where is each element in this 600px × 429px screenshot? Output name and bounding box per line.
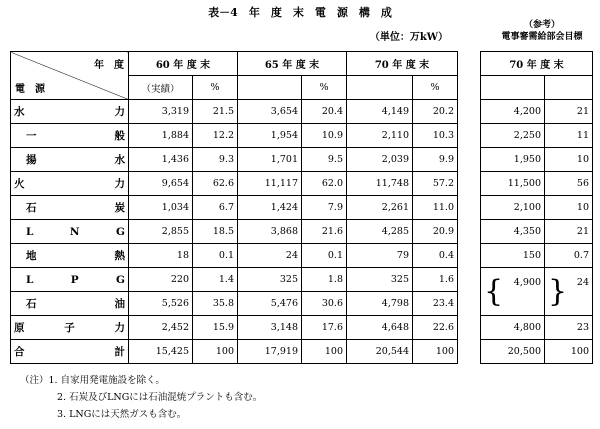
percent-cell: 20.4 (302, 100, 347, 124)
header-year-0: 60 年 度 末 (129, 52, 238, 76)
value-cell: 1,424 (238, 196, 302, 220)
row-label (11, 316, 129, 340)
row-label-char: 熱 (114, 250, 125, 262)
header-corner (11, 52, 129, 100)
value-cell: 3,148 (238, 316, 302, 340)
header-year-1: 65 年 度 末 (238, 52, 347, 76)
ref-value-cell: 4,800 (481, 316, 545, 340)
main-table (10, 51, 458, 364)
ref-header-blank (545, 76, 593, 100)
percent-cell: 21.5 (193, 100, 238, 124)
value-cell: 15,425 (129, 340, 193, 364)
value-cell: 4,149 (347, 100, 413, 124)
header-sub-percent-2: % (413, 76, 458, 100)
ref-value-cell: 4,200 (481, 100, 545, 124)
percent-cell: 9.3 (193, 148, 238, 172)
percent-cell: 20.2 (413, 100, 458, 124)
value-cell: 5,526 (129, 292, 193, 316)
header-sub-value-2 (347, 76, 413, 100)
reference-table (480, 51, 593, 364)
percent-cell: 1.8 (302, 268, 347, 292)
percent-cell: 100 (302, 340, 347, 364)
percent-cell: 0.4 (413, 244, 458, 268)
value-cell: 4,798 (347, 292, 413, 316)
percent-cell: 9.9 (413, 148, 458, 172)
row-label (11, 292, 129, 316)
ref-value-cell: 1,950 (481, 148, 545, 172)
corner-label-source: 電 源 (15, 84, 45, 95)
ref-percent-cell: 21 (545, 100, 593, 124)
ref-value-cell: 11,500 (481, 172, 545, 196)
percent-cell: 10.3 (413, 124, 458, 148)
ref-table-row (481, 196, 593, 220)
unit-label: （単位：万kW） (369, 32, 448, 43)
value-cell: 9,654 (129, 172, 193, 196)
header-sub-value-1 (238, 76, 302, 100)
ref-table-row (481, 124, 593, 148)
value-cell: 220 (129, 268, 193, 292)
ref-percent-cell: 10 (545, 148, 593, 172)
row-label (11, 340, 129, 364)
row-label (11, 220, 129, 244)
table-row (11, 268, 458, 292)
note-3: 3. LNGには天然ガスも含む。 (57, 409, 187, 420)
ref-table-row (481, 148, 593, 172)
percent-cell: 11.0 (413, 196, 458, 220)
value-cell: 11,117 (238, 172, 302, 196)
value-cell: 79 (347, 244, 413, 268)
value-cell: 18 (129, 244, 193, 268)
percent-cell: 6.7 (193, 196, 238, 220)
row-label-char: 計 (114, 346, 125, 358)
value-cell: 4,285 (347, 220, 413, 244)
ref-percent-cell: 10 (545, 196, 593, 220)
row-label-char: 水 (114, 154, 125, 166)
table-row (11, 148, 458, 172)
row-label (11, 244, 129, 268)
ref-table-row (481, 100, 593, 124)
row-label-char: 炭 (114, 202, 125, 214)
percent-cell: 1.4 (193, 268, 238, 292)
ref-percent-cell: 0.7 (545, 244, 593, 268)
value-cell: 1,954 (238, 124, 302, 148)
ref-table-row (481, 220, 593, 244)
percent-cell: 57.2 (413, 172, 458, 196)
percent-cell: 100 (413, 340, 458, 364)
table-title: 表－4 年 度 末 電 源 構 成 (208, 6, 392, 19)
left-brace-icon: } (484, 273, 504, 309)
row-label-char: P (70, 273, 79, 286)
header-sub-percent-0: % (193, 76, 238, 100)
value-cell: 325 (347, 268, 413, 292)
percent-cell: 100 (193, 340, 238, 364)
row-label-char: 力 (114, 178, 125, 190)
percent-cell: 18.5 (193, 220, 238, 244)
table-row (11, 172, 458, 196)
ref-value: 4,900 (513, 276, 541, 288)
table-row (11, 124, 458, 148)
row-label-char: 地 (26, 250, 37, 262)
value-cell: 3,868 (238, 220, 302, 244)
value-cell: 11,748 (347, 172, 413, 196)
percent-cell: 23.4 (413, 292, 458, 316)
table-row (11, 292, 458, 316)
row-label (11, 124, 129, 148)
row-label-char: 揚 (26, 154, 37, 166)
percent-cell: 22.6 (413, 316, 458, 340)
percent-cell: 21.6 (302, 220, 347, 244)
row-label-char: 油 (114, 298, 125, 310)
table-row (11, 196, 458, 220)
row-label-char: 原 (14, 322, 25, 334)
table-row (11, 220, 458, 244)
ref-table-row (481, 244, 593, 268)
row-label-char: 石 (26, 202, 37, 214)
row-label-char: 子 (64, 322, 75, 334)
value-cell: 2,039 (347, 148, 413, 172)
header-sub-percent-1: % (302, 76, 347, 100)
ref-percent-cell: 11 (545, 124, 593, 148)
value-cell: 4,648 (347, 316, 413, 340)
row-label-char: N (69, 225, 80, 238)
row-label-char: 石 (26, 298, 37, 310)
percent-cell: 62.6 (193, 172, 238, 196)
ref-percent-cell: 100 (545, 340, 593, 364)
note-2: 2. 石炭及びLNGには石油混焼プラントも含む。 (57, 392, 263, 403)
value-cell: 1,034 (129, 196, 193, 220)
percent-cell: 9.5 (302, 148, 347, 172)
header-sub-value-0: （実績） (129, 76, 193, 100)
ref-table-row (481, 316, 593, 340)
ref-value-cell: 2,250 (481, 124, 545, 148)
value-cell: 2,855 (129, 220, 193, 244)
percent-cell: 15.9 (193, 316, 238, 340)
row-label-char: L (26, 273, 34, 286)
right-brace-icon: } (548, 273, 568, 309)
value-cell: 3,654 (238, 100, 302, 124)
row-label-char: 力 (114, 106, 125, 118)
value-cell: 1,884 (129, 124, 193, 148)
row-label (11, 268, 129, 292)
value-cell: 2,452 (129, 316, 193, 340)
value-cell: 5,476 (238, 292, 302, 316)
row-label (11, 196, 129, 220)
value-cell: 20,544 (347, 340, 413, 364)
row-label-char: 般 (114, 130, 125, 142)
ref-value-cell: 2,100 (481, 196, 545, 220)
table-row (11, 316, 458, 340)
percent-cell: 62.0 (302, 172, 347, 196)
row-label-char: 一 (26, 130, 37, 142)
row-label-char: G (116, 273, 125, 286)
percent-cell: 12.2 (193, 124, 238, 148)
value-cell: 2,261 (347, 196, 413, 220)
row-label (11, 148, 129, 172)
ref-value-cell (481, 268, 545, 316)
table-row (11, 340, 458, 364)
ref-percent-cell: 56 (545, 172, 593, 196)
ref-header-year: 70 年 度 末 (481, 52, 593, 76)
reference-label: （参考） (523, 20, 560, 30)
row-label-char: 合 (14, 346, 25, 358)
percent-cell: 10.9 (302, 124, 347, 148)
value-cell: 24 (238, 244, 302, 268)
ref-table-row (481, 172, 593, 196)
percent-cell: 0.1 (193, 244, 238, 268)
percent-cell: 17.6 (302, 316, 347, 340)
percent-cell: 35.8 (193, 292, 238, 316)
row-label-char: L (26, 225, 34, 238)
percent-cell: 30.6 (302, 292, 347, 316)
ref-percent-cell: 23 (545, 316, 593, 340)
header-year-2: 70 年 度 末 (347, 52, 458, 76)
row-label-char: G (116, 225, 125, 238)
percent-cell: 20.9 (413, 220, 458, 244)
value-cell: 2,110 (347, 124, 413, 148)
value-cell: 17,919 (238, 340, 302, 364)
value-cell: 1,436 (129, 148, 193, 172)
ref-value-cell: 150 (481, 244, 545, 268)
ref-table-row (481, 340, 593, 364)
value-cell: 3,319 (129, 100, 193, 124)
percent-cell: 0.1 (302, 244, 347, 268)
ref-percent: 24 (576, 276, 589, 288)
percent-cell: 1.6 (413, 268, 458, 292)
ref-percent-cell (545, 268, 593, 316)
row-label (11, 172, 129, 196)
row-label-char: 火 (14, 178, 25, 190)
ref-header-blank (481, 76, 545, 100)
note-1: （注）1. 自家用発電施設を除く。 (20, 375, 165, 386)
ref-value-cell: 20,500 (481, 340, 545, 364)
value-cell: 325 (238, 268, 302, 292)
corner-label-year: 年 度 (94, 60, 124, 71)
ref-percent-cell: 21 (545, 220, 593, 244)
table-row (11, 244, 458, 268)
row-label (11, 100, 129, 124)
percent-cell: 7.9 (302, 196, 347, 220)
row-label-char: 力 (114, 322, 125, 334)
value-cell: 1,701 (238, 148, 302, 172)
ref-value-cell: 4,350 (481, 220, 545, 244)
row-label-char: 水 (14, 106, 25, 118)
reference-source: 電事審需給部会目標 (501, 32, 583, 42)
table-row (11, 100, 458, 124)
